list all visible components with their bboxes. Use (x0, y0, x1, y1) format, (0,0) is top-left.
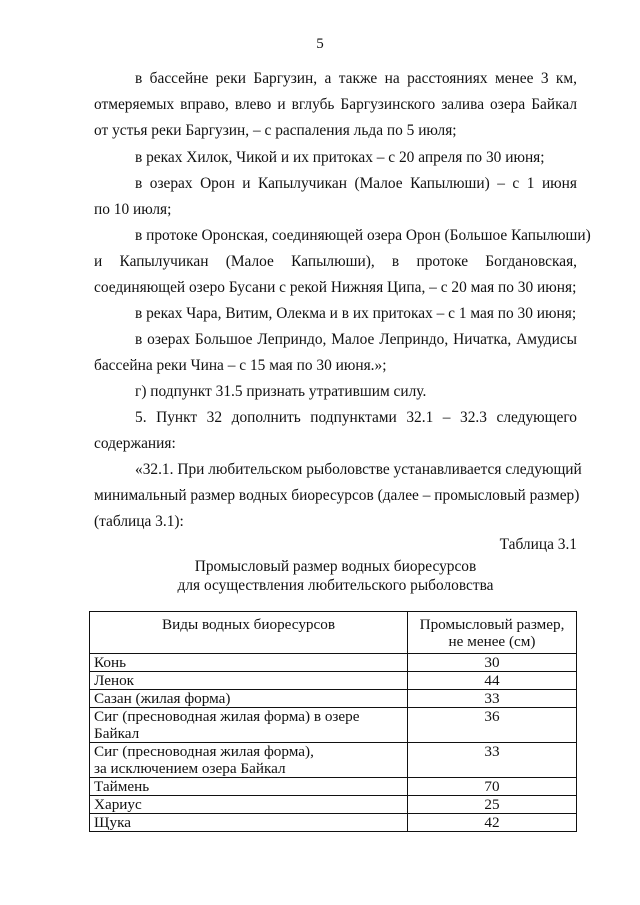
table-row (90, 778, 577, 796)
size-cell: 44 (408, 672, 577, 690)
species-cell: Сиг (пресноводная жилая форма), за исключением озера Байкал (90, 743, 408, 778)
table-row (90, 708, 577, 743)
paragraph-line: по 10 июля; (94, 201, 172, 218)
paragraph-line: содержания: (94, 435, 176, 452)
paragraph-line: 5. Пункт 32 дополнить подпунктами 32.1 – 32.3 следующего (135, 409, 577, 426)
size-cell: 33 (408, 743, 577, 778)
table-row (90, 796, 577, 814)
paragraph-line: в реках Чара, Витим, Олекма и в их притоках – с 1 мая по 30 июня; (135, 305, 577, 322)
paragraph-line: в озерах Орон и Капылучикан (Малое Капылюши) – с 1 июня (135, 175, 577, 192)
table-title (94, 557, 577, 595)
size-cell: 42 (408, 814, 577, 832)
size-cell: 33 (408, 690, 577, 708)
species-cell: Сазан (жилая форма) (90, 690, 408, 708)
paragraph-line: отмеряемых вправо, влево и вглубь Баргузинского залива озера Байкал (94, 96, 577, 113)
size-cell: 25 (408, 796, 577, 814)
size-cell: 30 (408, 654, 577, 672)
species-cell: Щука (90, 814, 408, 832)
table-row (90, 743, 577, 778)
table-row (90, 814, 577, 832)
species-cell: Ленок (90, 672, 408, 690)
table-header-row (90, 612, 577, 654)
paragraph-line: в бассейне реки Баргузин, а также на расстояниях менее 3 км, (135, 70, 577, 87)
paragraph-line: г) подпункт 31.5 признать утратившим силу. (135, 383, 427, 400)
species-cell: Хариус (90, 796, 408, 814)
paragraph-line: в протоке Оронская, соединяющей озера Орон (Большое Капылюши) (135, 227, 591, 244)
paragraph-line: бассейна реки Чина – с 15 мая по 30 июня.»; (94, 357, 387, 374)
paragraph-line: от устья реки Баргузин, – с распаления льда по 5 июля; (94, 122, 457, 139)
table-title-line: для осуществления любительского рыболовства (177, 577, 494, 594)
column-header-species: Виды водных биоресурсов (90, 612, 408, 654)
size-cell: 70 (408, 778, 577, 796)
table-title-line: Промысловый размер водных биоресурсов (194, 558, 477, 575)
paragraph-line: в озерах Большое Леприндо, Малое Леприндо, Ничатка, Амудисы (135, 331, 577, 348)
paragraph-line: (таблица 3.1): (94, 513, 184, 530)
table-row (90, 672, 577, 690)
table-row (90, 654, 577, 672)
paragraph-line: минимальный размер водных биоресурсов (далее – промысловый размер) (94, 487, 580, 504)
size-cell: 36 (408, 708, 577, 743)
species-cell: Таймень (90, 778, 408, 796)
paragraph-line: и Капылучикан (Малое Капылюши), в протоке Богдановская, (94, 253, 577, 270)
table-caption: Таблица 3.1 (499, 536, 577, 553)
column-header-size: Промысловый размер, не менее (см) (408, 612, 577, 654)
paragraph-line: «32.1. При любительском рыболовстве устанавливается следующий (135, 461, 582, 478)
species-cell: Конь (90, 654, 408, 672)
size-table (89, 611, 577, 832)
species-cell: Сиг (пресноводная жилая форма) в озере Байкал (90, 708, 408, 743)
table-row (90, 690, 577, 708)
page-number: 5 (316, 36, 324, 52)
paragraph-line: в реках Хилок, Чикой и их притоках – с 20 апреля по 30 июня; (135, 149, 545, 166)
paragraph-line: соединяющей озеро Бусани с рекой Нижняя Ципа, – с 20 мая по 30 июня; (94, 279, 577, 296)
